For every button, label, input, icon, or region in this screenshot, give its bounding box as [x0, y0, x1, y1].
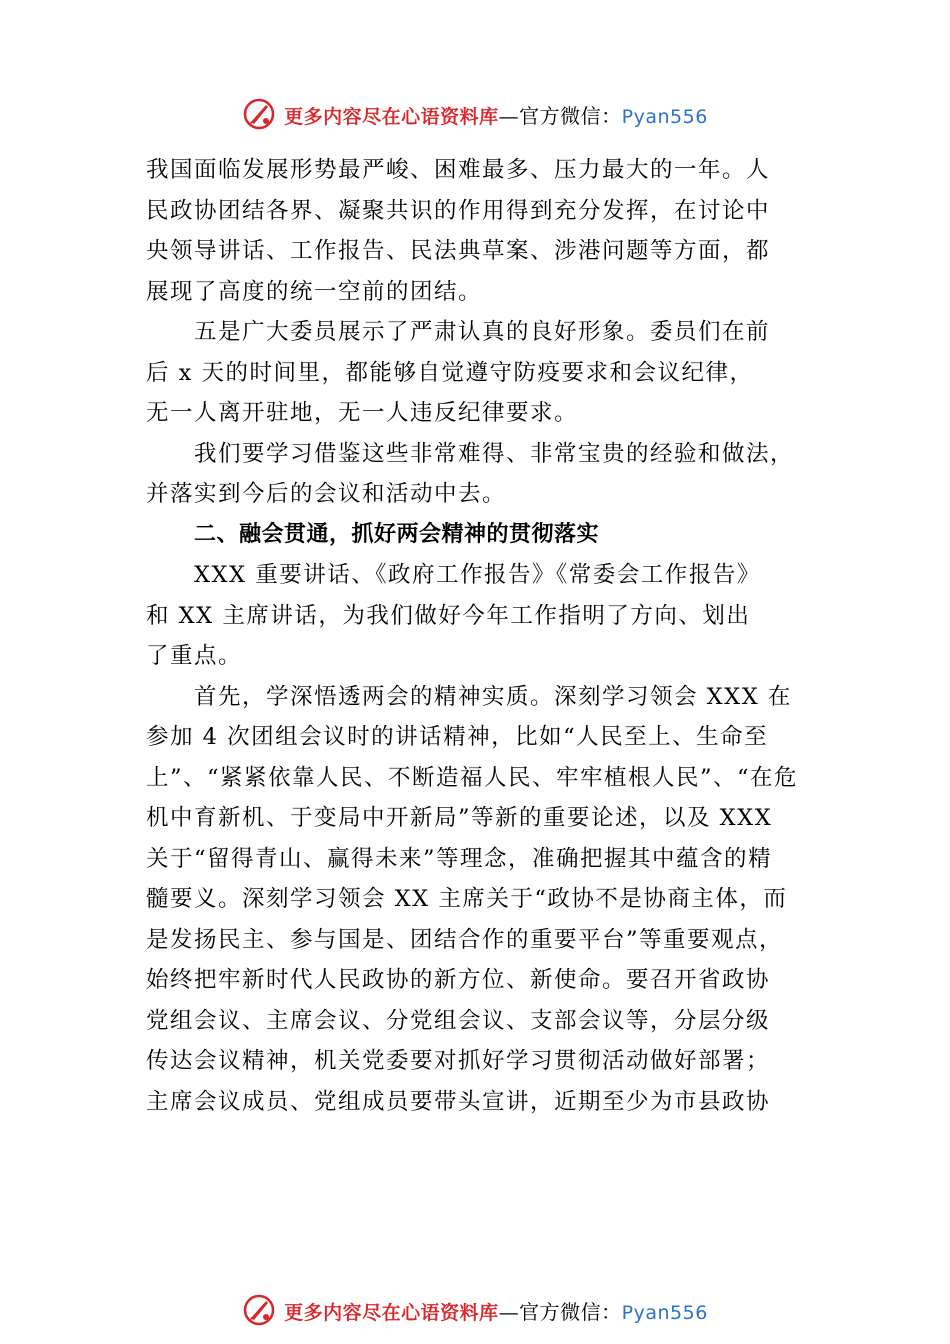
paragraph-line: 并落实到今后的会议和活动中去。 — [146, 481, 507, 507]
document-body — [146, 150, 816, 1122]
paragraph-line: 始终把牢新时代人民政协的新方位、新使命。要召开省政协 — [146, 967, 771, 993]
section-heading: 二、融会贯通，抓好两会精神的贯彻落实 — [194, 521, 600, 547]
paragraph-line: 参加 4 次团组会议时的讲话精神，比如“人民至上、生命至 — [146, 724, 769, 750]
quill-logo-icon — [242, 97, 276, 131]
banner-wechat-id: Pyan556 — [621, 1301, 708, 1324]
paragraph-line: 五是广大委员展示了严肃认真的良好形象。委员们在前 — [194, 319, 771, 345]
banner-red-text: 更多内容尽在心语资料库 — [284, 1301, 499, 1324]
paragraph-line: 首先，学深悟透两会的精神实质。深刻学习领会 XXX 在 — [194, 683, 792, 710]
paragraph-line: 央领导讲话、工作报告、民法典草案、涉港问题等方面，都 — [146, 238, 771, 264]
footer-banner — [0, 1290, 950, 1330]
paragraph-line: 党组会议、主席会议、分党组会议、支部会议等，分层分级 — [146, 1007, 771, 1034]
banner-dash-text: —官方微信： — [498, 103, 622, 128]
paragraph-line: 我国面临发展形势最严峻、困难最多、压力最大的一年。人 — [146, 157, 771, 183]
banner-red-text: 更多内容尽在心语资料库 — [284, 105, 499, 128]
paragraph-line: 和 XX 主席讲话，为我们做好今年工作指明了方向、划出 — [146, 602, 751, 629]
quill-logo-icon — [242, 1293, 276, 1327]
paragraph-line: 我们要学习借鉴这些非常难得、非常宝贵的经验和做法， — [194, 440, 795, 467]
paragraph-1 — [146, 150, 816, 312]
paragraph-line: 是发扬民主、参与国是、团结合作的重要平台”等重要观点， — [146, 926, 784, 953]
paragraph-line: XXX 重要讲话、《政府工作报告》《常委会工作报告》 — [194, 562, 761, 588]
paragraph-line: 展现了高度的统一空前的团结。 — [146, 278, 483, 305]
paragraph-line: 无一人离开驻地，无一人违反纪律要求。 — [146, 400, 579, 426]
paragraph-4 — [146, 555, 816, 677]
paragraph-line: 了重点。 — [146, 643, 243, 669]
header-banner — [0, 94, 950, 134]
paragraph-line: 后 x 天的时间里，都能够自觉遵守防疫要求和会议纪律， — [146, 359, 754, 386]
paragraph-line: 髓要义。深刻学习领会 XX 主席关于“政协不是协商主体，而 — [146, 886, 788, 912]
paragraph-5 — [146, 677, 816, 1123]
paragraph-2 — [146, 312, 816, 434]
paragraph-line: 机中育新机、于变局中开新局”等新的重要论述，以及 XXX — [146, 805, 773, 831]
paragraph-line: 民政协团结各界、凝聚共识的作用得到充分发挥，在讨论中 — [146, 197, 771, 224]
paragraph-line: 主席会议成员、党组成员要带头宣讲，近期至少为市县政协 — [146, 1088, 771, 1115]
banner-dash-text: —官方微信： — [498, 1299, 622, 1324]
paragraph-line: 上”、“紧紧依靠人民、不断造福人民、牢牢植根人民”、“在危 — [146, 764, 799, 791]
paragraph-line: 传达会议精神，机关党委要对抓好学习贯彻活动做好部署； — [146, 1048, 771, 1074]
banner-wechat-id: Pyan556 — [621, 105, 708, 128]
paragraph-3 — [146, 434, 816, 515]
paragraph-line: 关于“留得青山、赢得未来”等理念，准确把握其中蕴含的精 — [146, 845, 773, 872]
banner-text — [284, 1296, 708, 1325]
banner-text — [284, 100, 708, 129]
